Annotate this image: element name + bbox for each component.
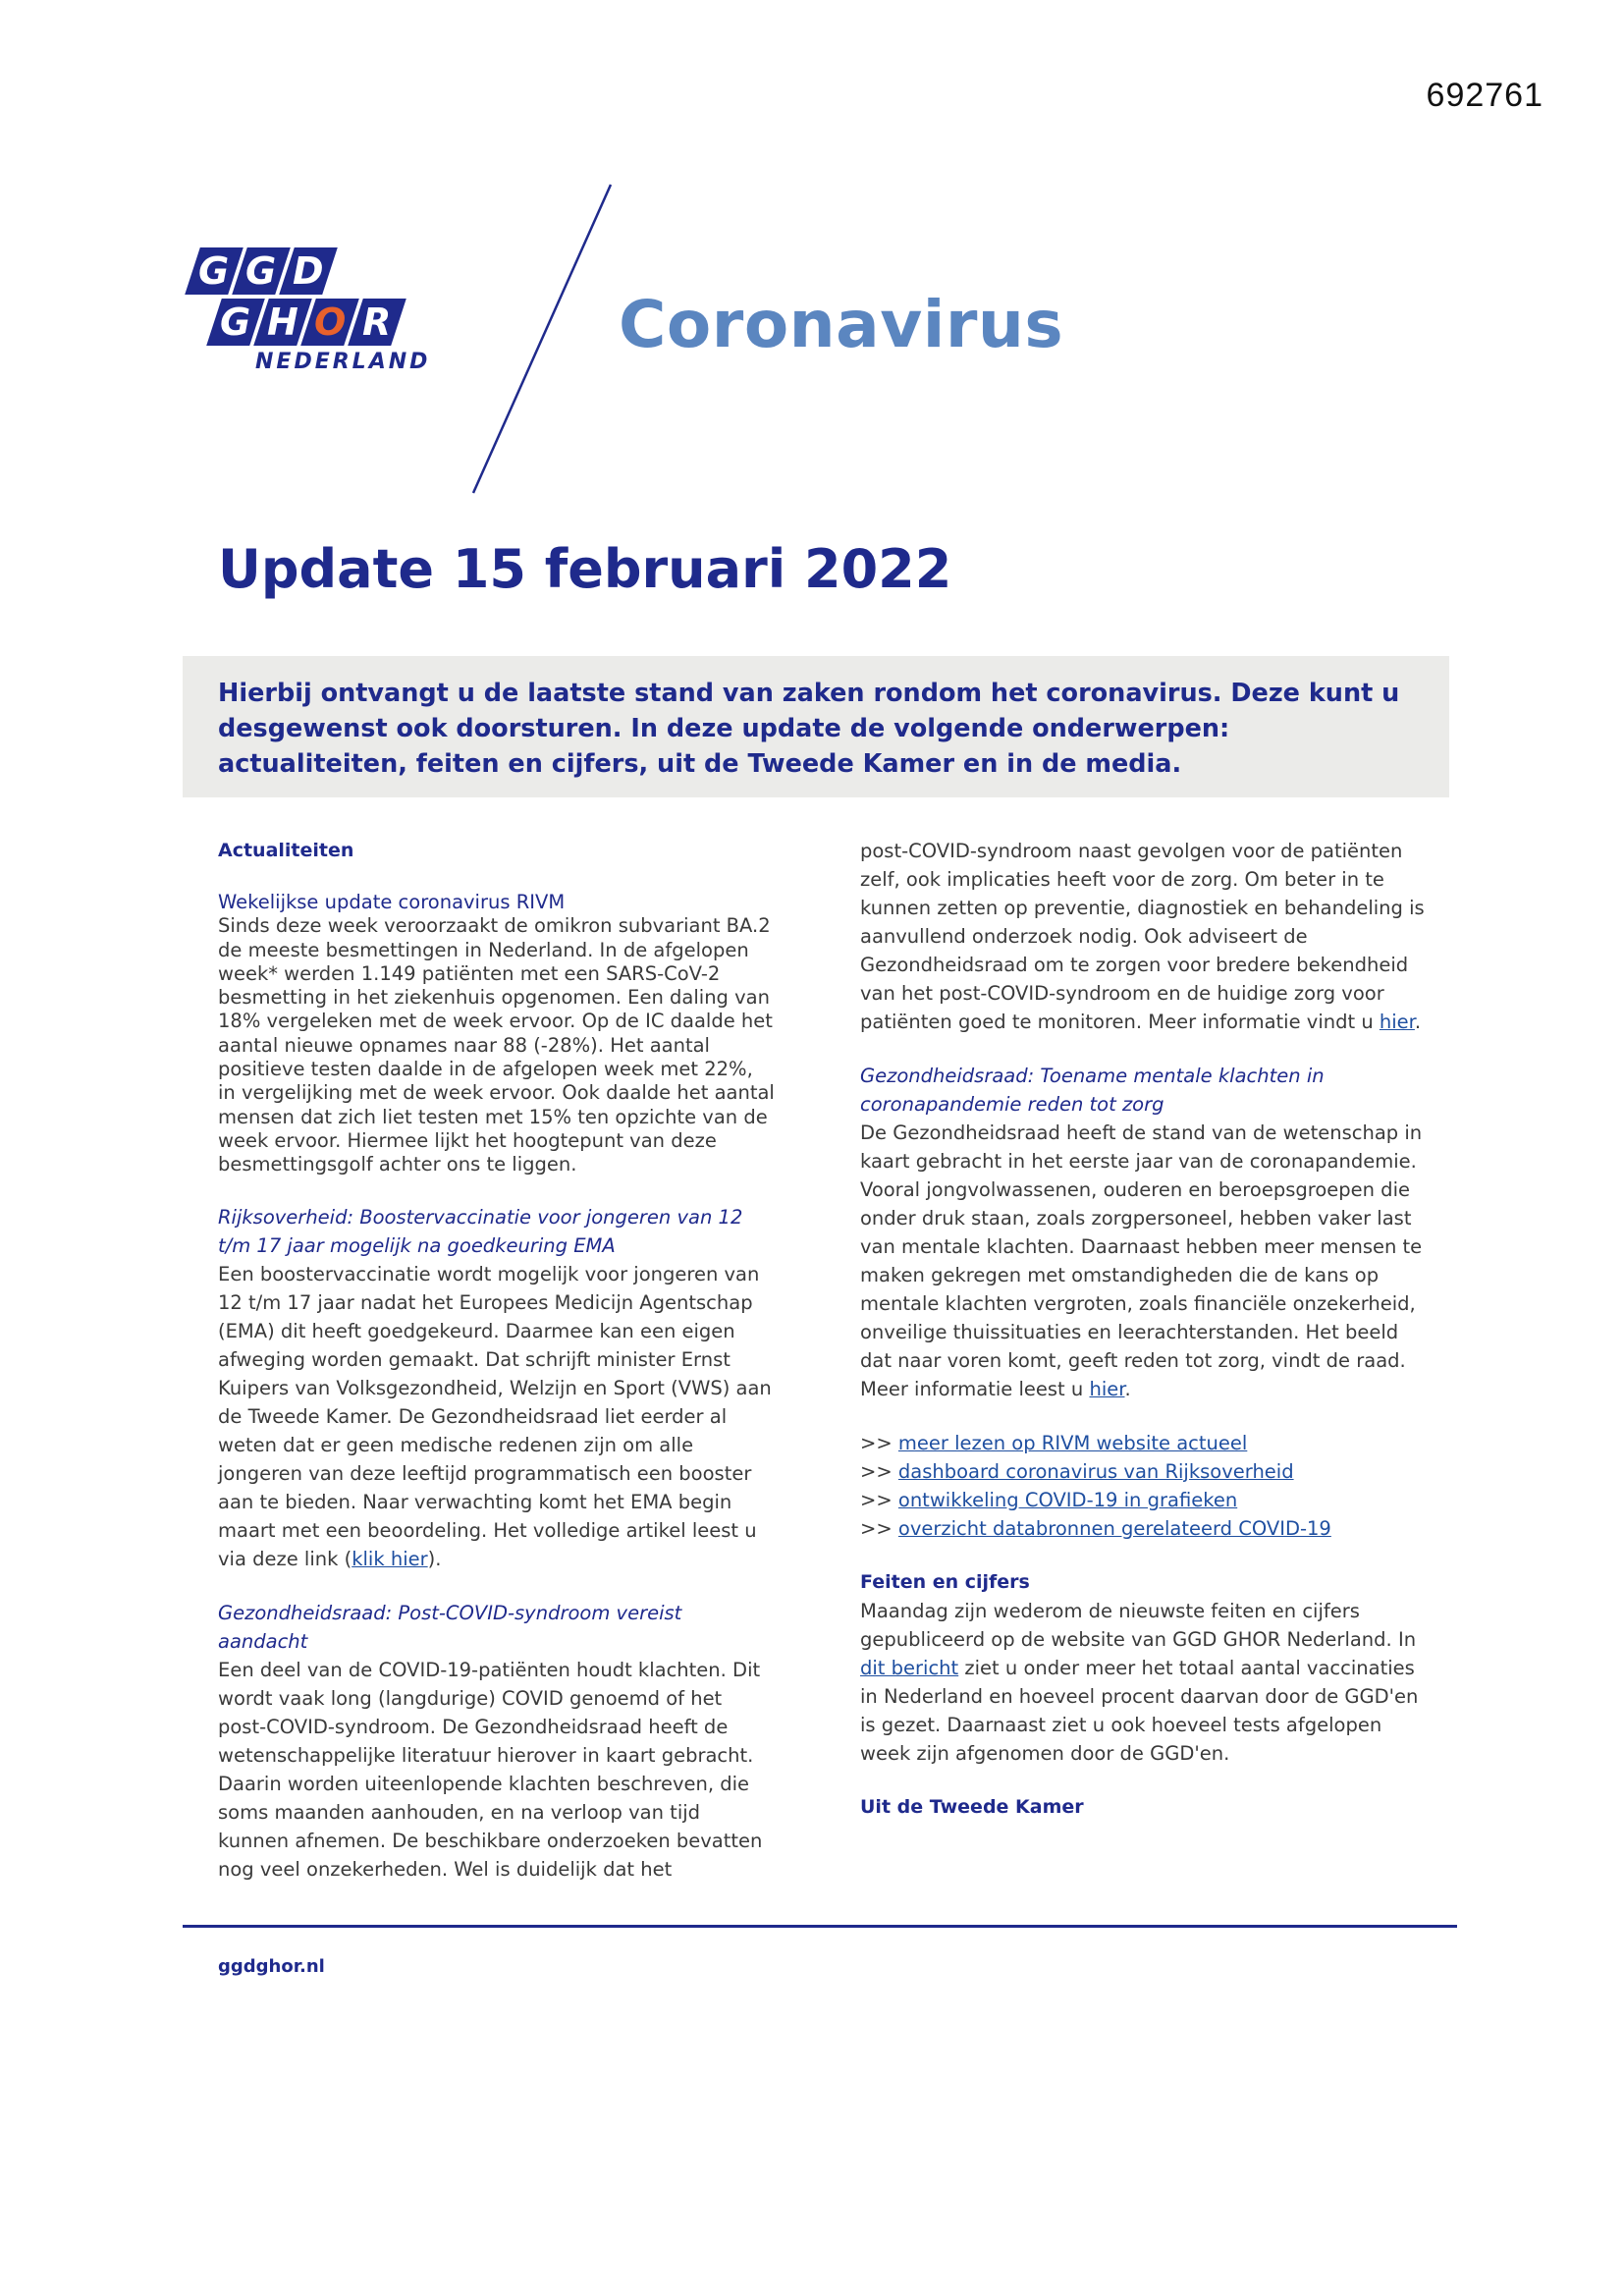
postcovid-hier-link[interactable]: hier xyxy=(1379,1011,1415,1033)
logo-tile: D xyxy=(279,247,338,295)
article-postcovid-continued xyxy=(860,837,1430,1036)
header-slash-divider xyxy=(461,183,619,497)
list-item: >> dashboard coronavirus van Rijksoverheid xyxy=(860,1460,1294,1483)
section-title-feiten: Feiten en cijfers xyxy=(860,1571,1030,1593)
section-title-actualiteiten: Actualiteiten xyxy=(218,840,354,861)
right-column xyxy=(860,837,1430,1847)
article-body: post-COVID-syndroom naast gevolgen voor de patiënten zelf, ook implicaties heeft voor de zorg. Om beter in te kunnen zetten op preventie, diagnostiek en behandeling is aanvullend onderzoek nodig. Ook adviseert de Gezondheidsraad om te zorgen voor bredere bekendheid van het post-COVID-syndroom en de huidige zorg voor patiënten goed te monitoren. Meer informatie vindt u hier. xyxy=(860,840,1425,1033)
logo-tile: G xyxy=(206,299,265,346)
logo-tile: O xyxy=(300,299,359,346)
article-body: Sinds deze week veroorzaakt de omikron subvariant BA.2 de meeste besmettingen in Nederland. In de afgelopen week* werden 1.149 patiënten met een SARS-CoV-2 besmetting in het ziekenhuis opgenomen. Een daling van 18% vergeleken met de week ervoor. Op de IC daalde het aantal nieuwe opnames naar 88 (-28%). Het aantal positieve testen daalde in de afgelopen week met 22%, in vergelijking met de week ervoor. Ook daalde het aantal mensen dat zich liet testen met 15% ten opzichte van de week ervoor. Hiermee lijkt het hoogtepunt van deze besmettingsgolf achter ons te liggen. xyxy=(218,914,775,1176)
page-title: Update 15 februari 2022 xyxy=(218,538,952,600)
article-title: Wekelijkse update coronavirus RIVM xyxy=(218,891,566,913)
ggd-ghor-logo xyxy=(192,247,438,385)
logo-subtitle: NEDERLAND xyxy=(255,350,431,374)
footer-divider xyxy=(183,1925,1457,1928)
article-mental xyxy=(860,1062,1430,1403)
klik-hier-link[interactable]: klik hier xyxy=(352,1547,428,1570)
logo-tile: H xyxy=(253,299,312,346)
logo-tile: G xyxy=(185,247,244,295)
link-list xyxy=(860,1429,1430,1543)
document-number: 692761 xyxy=(1426,77,1543,114)
logo-row-ggd xyxy=(192,247,438,295)
article-body: De Gezondheidsraad heeft de stand van de wetenschap in kaart gebracht in het eerste jaar van de coronapandemie. Vooral jongvolwassenen, ouderen en beroepsgroepen die onder druk staan, zoals zorgpersoneel, hebben vaker last van mentale klachten. Daarnaast hebben meer mensen te maken gekregen met omstandigheden die de kans op mentale klachten vergroten, zoals financiële onzekerheid, onveilige thuissituaties en leerachterstanden. Het beeld dat naar voren komt, geeft reden tot zorg, vindt de raad. Meer informatie leest u hier. xyxy=(860,1121,1423,1400)
article-postcovid xyxy=(218,1599,776,1884)
article-title: Gezondheidsraad: Post-COVID-syndroom vereist aandacht xyxy=(218,1601,682,1653)
article-body: Een deel van de COVID-19-patiënten houdt klachten. Dit wordt vaak long (langdurige) COVID genoemd of het post-COVID-syndroom. De Gezondheidsraad heeft de wetenschappelijke literatuur hierover in kaart gebracht. Daarin worden uiteenlopende klachten beschreven, die soms maanden aanhouden, en na verloop van tijd kunnen afnemen. De beschikbare onderzoeken bevatten nog veel onzekerheden. Wel is duidelijk dat het xyxy=(218,1658,763,1881)
logo-tile: G xyxy=(232,247,291,295)
left-column xyxy=(218,837,776,1909)
mental-hier-link[interactable]: hier xyxy=(1089,1378,1125,1400)
footer-url: ggdghor.nl xyxy=(218,1956,325,1977)
intro-text: Hierbij ontvangt u de laatste stand van zaken rondom het coronavirus. Deze kunt u desgewenst ook doorsturen. In deze update de volgende onderwerpen: actualiteiten, feiten en cijfers, uit de Tweede Kamer en in de media. xyxy=(218,679,1400,779)
logo-tile: R xyxy=(348,299,406,346)
section-title-tweede-kamer: Uit de Tweede Kamer xyxy=(860,1796,1084,1818)
article-body: Een boostervaccinatie wordt mogelijk voor jongeren van 12 t/m 17 jaar nadat het Europees Medicijn Agentschap (EMA) dit heeft goedgekeurd. Daarmee kan een eigen afweging worden gemaakt. Dat schrijft minister Ernst Kuipers van Volksgezondheid, Welzijn en Sport (VWS) aan de Tweede Kamer. De Gezondheidsraad liet eerder al weten dat er geen medische redenen zijn om alle jongeren van deze leeftijd programmatisch een booster aan te bieden. Naar verwachting komt het EMA begin maart met een beoordeling. Het volledige artikel leest u via deze link (klik hier). xyxy=(218,1262,772,1570)
grafieken-link[interactable]: ontwikkeling COVID-19 in grafieken xyxy=(897,1489,1238,1511)
intro-box xyxy=(183,656,1449,797)
list-item: >> overzicht databronnen gerelateerd COVID-19 xyxy=(860,1517,1331,1540)
article-booster xyxy=(218,1203,776,1573)
dit-bericht-link[interactable]: dit bericht xyxy=(860,1657,959,1679)
logo-row-ghor xyxy=(214,299,438,346)
list-item: >> meer lezen op RIVM website actueel xyxy=(860,1432,1248,1454)
article-title: Rijksoverheid: Boostervaccinatie voor jongeren van 12 t/m 17 jaar mogelijk na goedkeuring EMA xyxy=(218,1205,743,1257)
section-facts xyxy=(860,1568,1430,1768)
article-rivm xyxy=(218,891,776,1177)
list-item: >> ontwikkeling COVID-19 in grafieken xyxy=(860,1489,1238,1511)
article-title: Gezondheidsraad: Toename mentale klachten in coronapandemie reden tot zorg xyxy=(860,1065,1325,1116)
dashboard-link[interactable]: dashboard coronavirus van Rijksoverheid xyxy=(897,1460,1294,1483)
rivm-actueel-link[interactable]: meer lezen op RIVM website actueel xyxy=(897,1432,1248,1454)
databronnen-link[interactable]: overzicht databronnen gerelateerd COVID-19 xyxy=(897,1517,1331,1540)
topic-title: Coronavirus xyxy=(619,287,1064,362)
article-body: Maandag zijn wederom de nieuwste feiten en cijfers gepubliceerd op de website van GGD GHOR Nederland. In dit bericht ziet u onder meer het totaal aantal vaccinaties in Nederland en hoeveel procent daarvan door de GGD'en is gezet. Daarnaast ziet u ook hoeveel tests afgelopen week zijn afgenomen door de GGD'en. xyxy=(860,1600,1419,1765)
